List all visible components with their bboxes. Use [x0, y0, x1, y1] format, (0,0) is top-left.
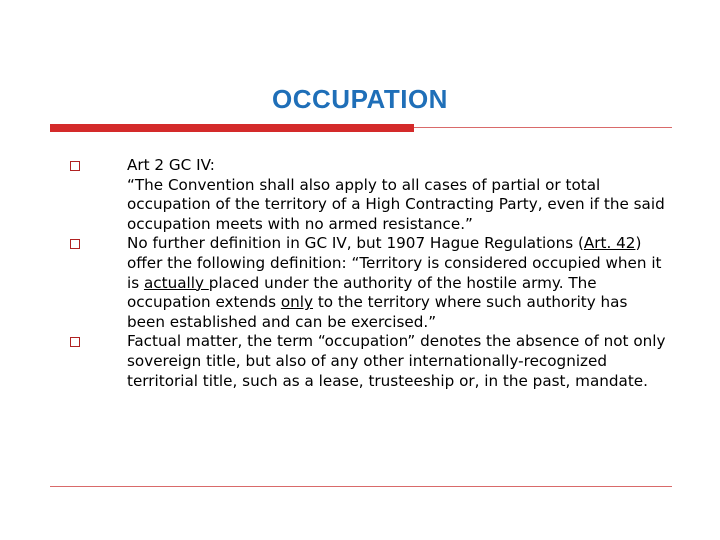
- article-link[interactable]: Art. 42: [583, 234, 636, 253]
- emphasis-text: only: [280, 293, 313, 312]
- bullet-text: Factual matter, the term “occupation” denotes the absence of not only sovereign title, but also of any other internationally-recognized territorial title, such as a lease, trusteeship or, in the past, mandate.: [127, 332, 666, 390]
- bullet-text-part: ) offer the following definition: “Territory is considered occupied when it is: [127, 234, 662, 292]
- bullet-text-part: placed under the authority of the hostile army. The occupation extends: [127, 273, 597, 312]
- slide-title: [0, 84, 720, 115]
- bullet-text: “The Convention shall also apply to all cases of partial or total occupation of the territory of a High Contracting Party, even if the said occupation meets with no armed resistance.”: [127, 175, 665, 233]
- emphasis-text: actually: [143, 273, 209, 292]
- bullet-text-part: to the territory where such authority has been established and can be exercised.”: [127, 293, 628, 331]
- divider-thick-bar: [50, 124, 414, 132]
- title-divider: [50, 122, 672, 134]
- list-item: [70, 332, 670, 391]
- bullet-text-part: No further definition in GC IV, but 1907 Hague Regulations (: [127, 234, 584, 253]
- square-bullet-icon: [70, 239, 80, 249]
- square-bullet-icon: [70, 337, 80, 347]
- bullet-list: [70, 156, 670, 391]
- list-item: [70, 234, 670, 332]
- footer-divider: [50, 486, 672, 487]
- bullet-heading: Art 2 GC IV:: [127, 156, 215, 174]
- square-bullet-icon: [70, 161, 80, 171]
- slide-title-text: OCCUPATION: [272, 84, 448, 114]
- list-item: [70, 156, 670, 234]
